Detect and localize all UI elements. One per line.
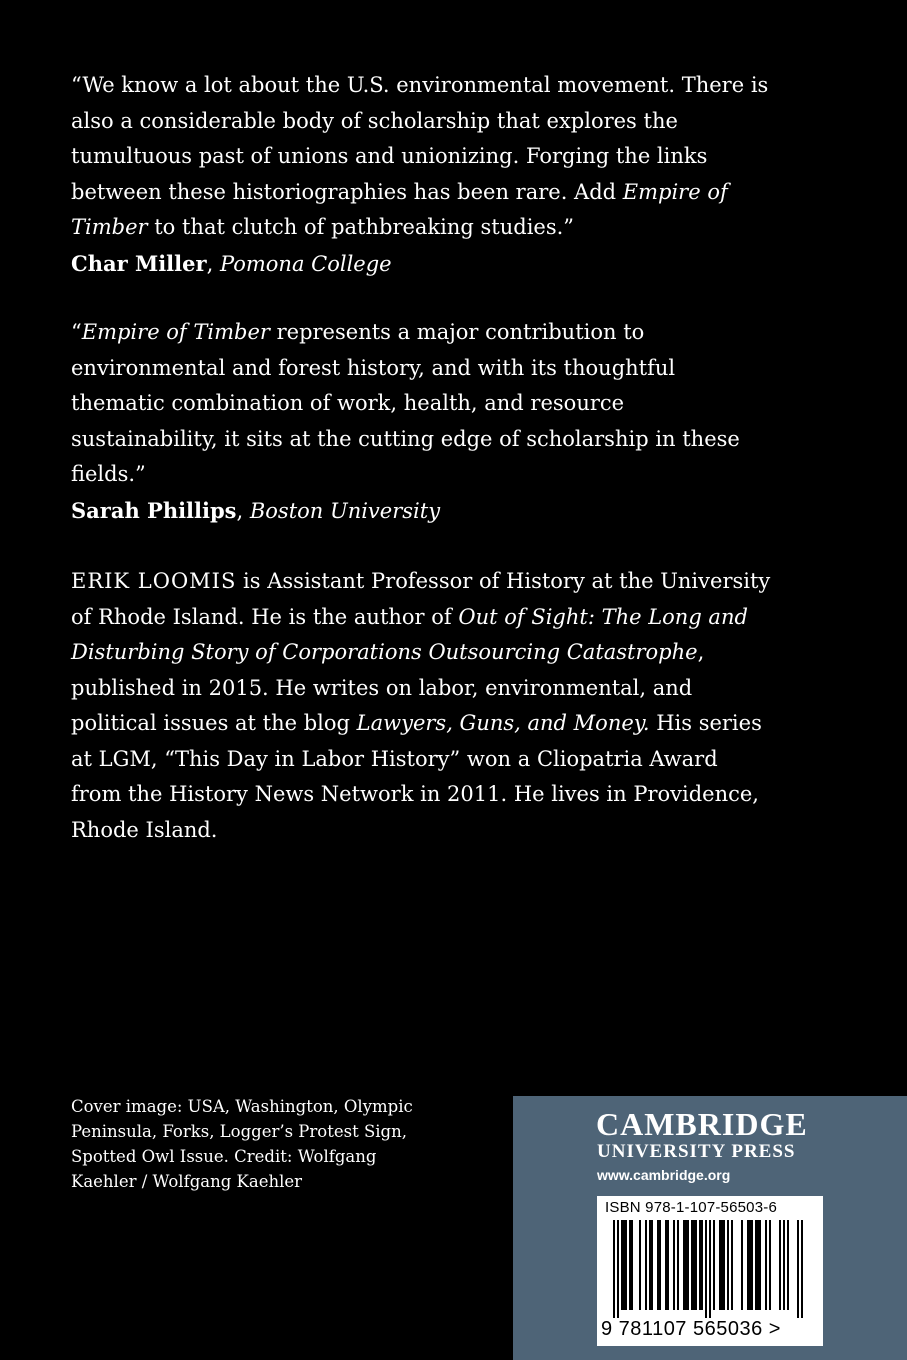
barcode-bar (755, 1220, 757, 1310)
barcode-bar (645, 1220, 647, 1310)
barcode-bar (687, 1220, 689, 1310)
barcode-bar (617, 1220, 619, 1318)
quote-2-open-quote: “ (71, 320, 82, 344)
publisher-press: UNIVERSITY PRESS (597, 1141, 796, 1162)
bio-text-3: His series at LGM, “This Day in Labor History” won a Cliopatria Award from the History News Network in 2011. He lives in Providence, Rhode Island. (71, 711, 762, 842)
barcode-bar (677, 1220, 679, 1310)
publisher-panel (513, 1096, 907, 1360)
barcode-bar (723, 1220, 725, 1310)
barcode-bar (787, 1220, 789, 1310)
barcode-bar (613, 1220, 615, 1318)
barcode-bar (659, 1220, 661, 1310)
barcode-bar (765, 1220, 767, 1310)
barcode-bar (625, 1220, 627, 1310)
barcode-bar (701, 1220, 703, 1310)
barcode-bar (751, 1220, 753, 1310)
barcode-bar (623, 1220, 625, 1310)
bio-blog-name: Lawyers, Guns, and Money. (356, 711, 650, 735)
barcode-bar (727, 1220, 729, 1310)
barcode-bar (747, 1220, 749, 1310)
review-quote-2 (71, 315, 771, 529)
barcode-bar (695, 1220, 697, 1310)
quote-1-attribution: Char Miller, Pomona College (71, 250, 392, 276)
barcode-bar (709, 1220, 711, 1318)
barcode-bar (705, 1220, 707, 1318)
quote-2-affiliation: Boston University (249, 498, 441, 523)
barcode-bar (631, 1220, 633, 1310)
barcode-bar (779, 1220, 781, 1310)
barcode-bar (719, 1220, 721, 1310)
barcode-graphic (605, 1220, 815, 1320)
barcode-block (597, 1196, 823, 1346)
publisher-name: CAMBRIDGE (596, 1106, 808, 1142)
barcode-bar (621, 1220, 623, 1310)
author-bio (71, 564, 771, 848)
bio-book-title: Out of Sight: The Long and Disturbing Story of Corporations Outsourcing Catastrophe (71, 604, 748, 664)
quote-2-attribution: Sarah Phillips, Boston University (71, 497, 441, 523)
barcode-bar (657, 1220, 659, 1310)
barcode-bar (683, 1220, 685, 1310)
barcode-bar (797, 1220, 799, 1318)
barcode-bar (731, 1220, 733, 1310)
author-name: ERIK LOOMIS (71, 569, 237, 593)
barcode-bar (783, 1220, 785, 1310)
barcode-bar (801, 1220, 803, 1318)
barcode-bar (639, 1220, 641, 1310)
barcode-bar (665, 1220, 667, 1310)
bio-text-1: is Assistant Professor of History at the University of Rhode Island. He is the author of (71, 569, 771, 629)
barcode-bar (629, 1220, 631, 1310)
barcode-bar (769, 1220, 771, 1310)
barcode-bar (691, 1220, 693, 1310)
barcode-bar (741, 1220, 743, 1310)
publisher-url: www.cambridge.org (597, 1167, 731, 1183)
quote-1-affiliation: Pomona College (219, 251, 392, 276)
quote-2-author: Sarah Phillips (71, 497, 237, 523)
barcode-bar (713, 1220, 715, 1310)
barcode-bar (667, 1220, 669, 1310)
barcode-bar (673, 1220, 675, 1310)
ean-digits: 9 781107 565036 > (601, 1318, 781, 1340)
isbn-label: ISBN 978-1-107-56503-6 (605, 1199, 778, 1216)
quote-2-text: represents a major contribution to environmental and forest history, and with its thoughtful thematic combination of work, health, and resource sustainability, it sits at the cutting edge of scholarship in these fields.” (71, 320, 740, 486)
cover-image-credit: Cover image: USA, Washington, Olympic Peninsula, Forks, Logger’s Protest Sign, Spotted Owl Issue. Credit: Wolfgang Kaehler / Wolfgang Kaehler (71, 1097, 413, 1191)
barcode-bar (757, 1220, 759, 1310)
bio-text-2: , published in 2015. He writes on labor, environmental, and political issues at the blog (71, 640, 705, 735)
barcode-bar (649, 1220, 651, 1310)
quote-2-book-title: Empire of Timber (81, 320, 270, 344)
barcode-bar (685, 1220, 687, 1310)
quote-1-book-title: Empire of Timber (71, 179, 728, 239)
barcode-bar (759, 1220, 761, 1310)
quote-1-author: Char Miller (71, 250, 207, 276)
quote-1-text: “We know a lot about the U.S. environmental movement. There is also a considerable body of scholarship that explores the tumultuous past of unions and unionizing. Forging the links between these historiographies has been rare. Add (71, 73, 769, 204)
barcode-bar (699, 1220, 701, 1310)
quote-1-text-end: to that clutch of pathbreaking studies.” (147, 215, 575, 239)
barcode-bar (721, 1220, 723, 1310)
barcode-bar (651, 1220, 653, 1310)
barcode-bar (693, 1220, 695, 1310)
review-quote-1 (71, 68, 771, 282)
barcode-bar (749, 1220, 751, 1310)
